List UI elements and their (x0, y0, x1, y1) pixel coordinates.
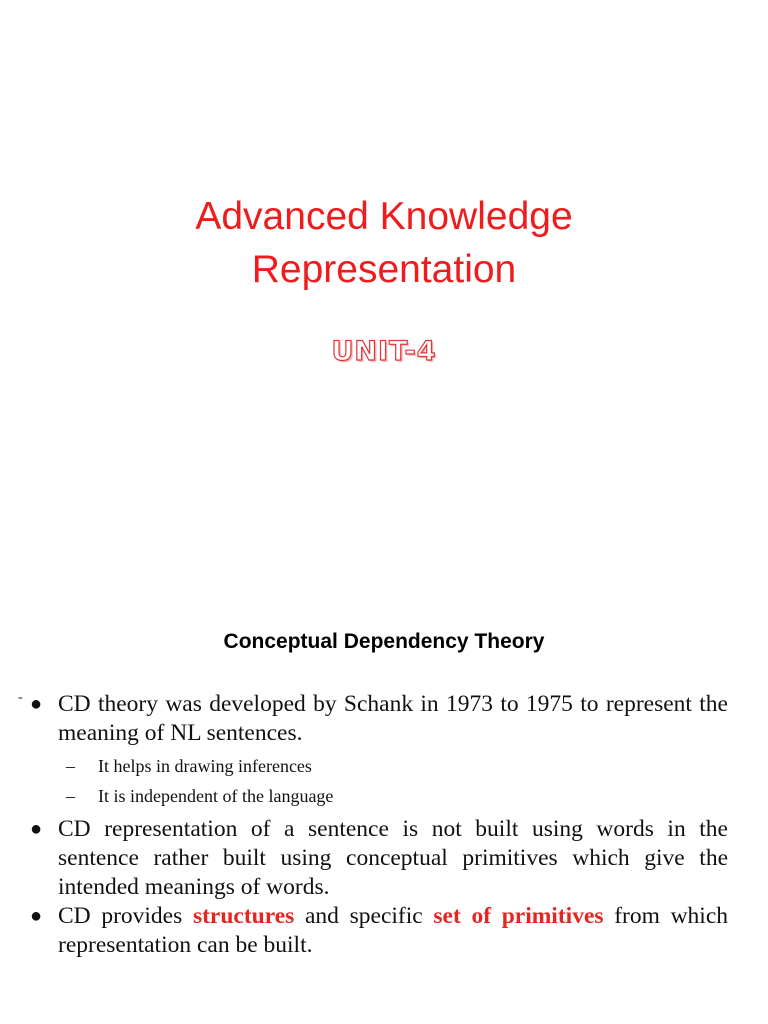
dash-icon: – (66, 786, 75, 806)
bullet-item-1 (28, 690, 728, 748)
bullet-3-part-1: CD provides (58, 903, 193, 929)
main-title-line-2: Representation (251, 248, 517, 291)
main-title-line-1: Advanced Knowledge (195, 195, 573, 238)
dash-icon: – (66, 756, 75, 776)
section-title: Conceptual Dependency Theory (223, 630, 545, 653)
bullet-dot-icon: ● (30, 693, 43, 715)
bullet-3-part-3: from which representation can be built. (58, 903, 728, 958)
sub-item-2 (28, 781, 728, 811)
bullet-item-3 (28, 902, 728, 960)
bullet-dot-icon: ● (30, 818, 43, 840)
sub-item-1-text: It helps in drawing inferences (98, 756, 312, 776)
sub-item-1 (28, 751, 728, 781)
bullet-list (28, 690, 728, 960)
bullet-item-2 (28, 815, 728, 902)
content-slide (0, 512, 768, 1024)
sub-item-2-text: It is independent of the language (98, 786, 334, 806)
highlight-structures: structures (192, 903, 295, 929)
bullet-3-part-2: and specific (294, 903, 434, 929)
bullet-2-text: CD representation of a sentence is not built using words in the sentence rather built using conceptual primitives which give the intended meanings of words. (58, 816, 728, 900)
sub-list (28, 751, 728, 811)
unit-label: UNIT-4 (331, 336, 437, 367)
bullet-dot-icon: ● (30, 905, 43, 927)
bullet-1-text: CD theory was developed by Schank in 1973 to 1975 to represent the meaning of NL sentences. (58, 691, 728, 746)
main-title (0, 190, 768, 296)
stray-tick-mark: - (18, 690, 23, 705)
highlight-set-of-primitives: set of primitives (433, 903, 604, 929)
